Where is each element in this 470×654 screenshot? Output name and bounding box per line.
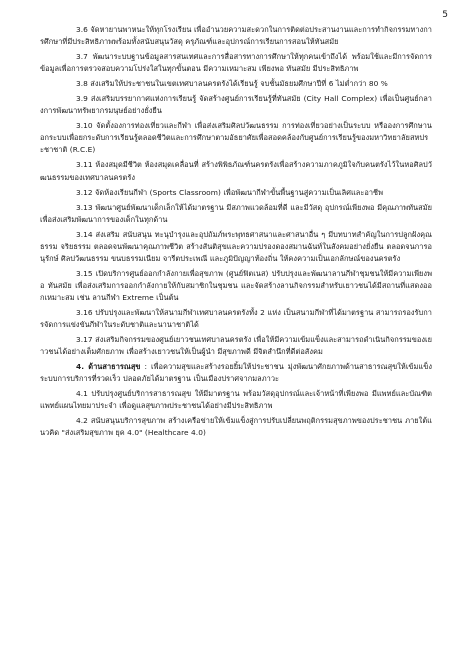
paragraph-3-17: 3.17 ส่งเสริมกิจกรรมของศูนย์เยาวชนเทศบาลนครตรัง เพื่อให้มีความเข้มแข็งและสามารถดำเนินกิจกรรมของเยาวชนได้อย่างเต็มศักยภาพ เพื่อสร้างเยาวชนให้เป็นผู้นำ มีสุขภาพดี มีจิตสำนึกที่ดีต่อสังคม (40, 335, 432, 357)
paragraph-3-11: 3.11 ห้องสมุดมีชีวิต ห้องสมุดเคลื่อนที่ สร้างพิพิธภัณฑ์นครตรังเพื่อสร้างความภาคภูมิใจกับคนตรังไว้ในหอศิลปวัฒนธรรมของเทศบาลนครตรัง (40, 160, 432, 182)
document-body (40, 24, 432, 442)
paragraph-3-14: 3.14 ส่งเสริม สนับสนุน ทะนุบำรุงและอุปถัมภ์พระพุทธศาสนาและศาสนาอื่น ๆ มีบทบาทสำคัญในการปลูกฝังคุณธรรม จริยธรรม ตลอดจนพัฒนาคุณภาพชีวิต สร้างสันติสุขและความปรองดองสมานฉันท์ในสังคมอย่างยั่งยืน ตลอดจนการอนุรักษ์ ศิลปวัฒนธรรม ขนบธรรมเนียม จารีตประเพณี และภูมิปัญญาท้องถิ่น ให้คงความเป็นเอกลักษณ์ของนครตรัง (40, 229, 432, 263)
paragraph-3-15: 3.15 เปิดบริการศูนย์ออกกำลังกายเพื่อสุขภาพ (ศูนย์ฟิตเนส) ปรับปรุงและพัฒนาลานกีฬาชุมชนให้มีความเพียงพอ ทันสมัย เพื่อส่งเสริมการออกกำลังกายให้กับสมาชิกในชุมชน และจัดสร้างลานกิจกรรมสำหรับเยาวชนได้มีสถานที่แสดงออกเหมาะสม เช่น ลานกีฬา Extreme เป็นต้น (40, 268, 432, 302)
paragraph-3-6: 3.6 จัดหายานพาหนะให้ทุกโรงเรียน เพื่ออำนวยความสะดวกในการติดต่อประสานงานและการทำกิจกรรมทางการศึกษาที่มีประสิทธิภาพพร้อมทั้งสนับสนุนวัสดุ ครุภัณฑ์และอุปกรณ์การเรียนการสอนให้ทันสมัย (40, 25, 432, 47)
page-number: 5 (442, 10, 448, 20)
paragraph-3-12: 3.12 จัดห้องเรียนกีฬา (Sports Classroom) เพื่อพัฒนากีฬาขั้นพื้นฐานสู่ความเป็นเลิศและอาชีพ (76, 187, 384, 197)
paragraph-3-9: 3.9 ส่งเสริมบรรยากาศแห่งการเรียนรู้ จัดสร้างศูนย์การเรียนรู้ที่ทันสมัย (City Hall Complex) เพื่อเป็นศูนย์กลางการพัฒนาทรัพยากรมนุษย์อย่างยั่งยืน (40, 94, 432, 116)
paragraph-4-2: 4.2 สนับสนุนบริการสุขภาพ สร้างเครือข่ายให้เข้มแข็งสู่การปรับเปลี่ยนพฤติกรรมสุขภาพของประชาชน ภายใต้แนวคิด "ส่งเสริมสุขภาพ ยุค 4.0" (Healthcare 4.0) (40, 416, 432, 438)
section-4-intro (40, 361, 432, 385)
paragraph-3-10: 3.10 จัดตั้งองการท่องเที่ยวและกีฬา เพื่อส่งเสริมศิลปวัฒนธรรม การท่องเที่ยวอย่างเป็นระบบ หรือองการศึกษานอกระบบเพื่อยกระดับการเรียนรู้ตลอดชีวิตและการศึกษาตามอัธยาศัยเพื่อสอดคล้องกับศูนย์การเรียนรู้ของมหาวิทยาลัยสหประชาชาติ (R.C.E) (40, 121, 432, 155)
paragraph-3-16: 3.16 ปรับปรุงและพัฒนาให้สนามกีฬาเทศบาลนครตรังทั้ง 2 แห่ง เป็นสนามกีฬาที่ได้มาตรฐาน สามารถรองรับการจัดการแข่งขันกีฬาในระดับชาติและนานาชาติได้ (40, 307, 432, 330)
paragraph-3-13: 3.13 พัฒนาศูนย์พัฒนาเด็กเล็กให้ได้มาตรฐาน มีสภาพแวดล้อมที่ดี และมีวัสดุ อุปกรณ์เพียงพอ มีคุณภาพทันสมัย เพื่อส่งเสริมพัฒนาการของเด็กในทุกด้าน (40, 202, 432, 224)
section-4-description: : เพื่อความสุขและสร้างรอยยิ้มให้ประชาชน มุ่งพัฒนาศักยภาพด้านสาธารณสุขให้เข้มแข็ง ระบบการบริการที่รวดเร็ว ปลอดภัยได้มาตรฐาน เป็นเมืองปราศจากมลภาวะ (40, 362, 433, 384)
paragraph-3-8: 3.8 ส่งเสริมให้ประชาชนในเขตเทศบาลนครตรังได้เรียนรู้ จบชั้นมัธยมศึกษาปีที่ 6 ไม่ต่ำกว่า 80 % (76, 79, 388, 89)
paragraph-4-1: 4.1 ปรับปรุงศูนย์บริการสาธารณสุข ให้มีมาตรฐาน พร้อมวัสดุอุปกรณ์และเจ้าหน้าที่เพียงพอ มีแพทย์และบัณฑิตแพทย์แผนไทยมาประจำ เพื่อดูแลสุขภาพประชาชนได้อย่างมีประสิทธิภาพ (40, 389, 432, 411)
section-4-title: 4. ด้านสาธารณสุข (76, 362, 141, 372)
paragraph-3-7: 3.7 พัฒนาระบบฐานข้อมูลสารสนเทศและการสื่อสารทางการศึกษาให้ทุกคนเข้าถึงได้ พร้อมใช้และมีการจัดการข้อมูลเพื่อการตรวจสอบความโปร่งใสในทุกขั้นตอน มีความเหมาะสม เพียงพอ ทันสมัย มีประสิทธิภาพ (40, 52, 432, 74)
